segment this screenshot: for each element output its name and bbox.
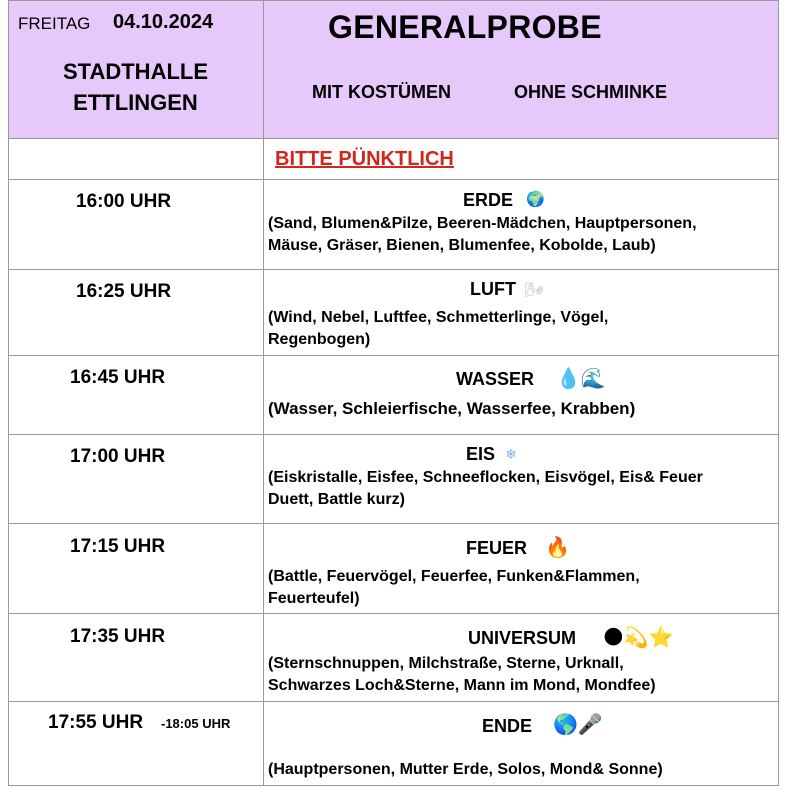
grid-line	[8, 434, 779, 435]
grid-line	[8, 138, 779, 139]
description-line: (Sand, Blumen&Pilze, Beeren-Mädchen, Hauptpersonen,	[268, 215, 697, 232]
description-line: (Wasser, Schleierfische, Wasserfee, Krabben)	[268, 399, 636, 418]
punctuality-notice: BITTE PÜNKTLICH	[275, 148, 454, 170]
section-title: WASSER	[456, 369, 535, 389]
schedule-sheet	[8, 0, 779, 786]
description-line: (Battle, Feuervögel, Feuerfee, Funken&Flammen,	[268, 568, 640, 585]
section-title: ENDE	[482, 716, 533, 736]
description-line: Schwarzes Loch&Sterne, Mann im Mond, Mondfee)	[268, 677, 656, 694]
description-line: Mäuse, Gräser, Bienen, Blumenfee, Kobolde, Laub)	[268, 237, 656, 254]
row-end-time: -18:05 UHR	[161, 716, 231, 731]
page-title: GENERALPROBE	[328, 9, 602, 45]
row-time: 17:15 UHR	[70, 536, 166, 557]
water-wave-icon: 💧🌊	[556, 368, 606, 390]
description-line: Feuerteufel)	[268, 590, 360, 607]
section-description	[268, 213, 773, 257]
row-time: 16:45 UHR	[70, 367, 166, 388]
section-title: ERDE	[463, 190, 514, 210]
description-line: (Hauptpersonen, Mutter Erde, Solos, Mond& Sonne)	[268, 761, 663, 778]
wind-icon: 🌬	[525, 282, 545, 299]
description-line: (Wind, Nebel, Luftfee, Schmetterlinge, Vögel,	[268, 309, 609, 326]
grid-line	[8, 523, 779, 524]
day-label: FREITAG	[18, 14, 91, 33]
description-line: Duett, Battle kurz)	[268, 491, 405, 508]
subtitle-makeup: OHNE SCHMINKE	[514, 82, 668, 102]
grid-line	[778, 0, 779, 786]
earth-icon: 🌍	[526, 191, 545, 208]
fire-icon: 🔥	[545, 537, 570, 559]
section-description	[268, 307, 773, 351]
grid-line	[8, 701, 779, 702]
row-time: 16:00 UHR	[76, 191, 172, 212]
description-line: (Sternschnuppen, Milchstraße, Sterne, Urknall,	[268, 655, 624, 672]
earth-microphone-icon: 🌎🎤	[553, 714, 603, 736]
grid-line	[263, 0, 264, 786]
grid-line	[8, 179, 779, 180]
row-time: 17:55 UHR	[48, 712, 144, 733]
section-description	[268, 398, 773, 420]
row-time: 16:25 UHR	[76, 281, 172, 302]
section-description	[268, 467, 773, 511]
date-label: 04.10.2024	[113, 11, 214, 33]
grid-line	[8, 613, 779, 614]
venue-line-1: STADTHALLE	[62, 59, 209, 84]
row-time: 17:35 UHR	[70, 626, 166, 647]
moon-stars-icon: 🌑💫⭐	[603, 627, 674, 649]
section-title: LUFT	[470, 279, 516, 299]
grid-line	[8, 785, 779, 786]
section-description	[268, 566, 773, 610]
grid-line	[8, 355, 779, 356]
grid-line	[8, 0, 779, 1]
section-title: FEUER	[466, 538, 528, 558]
section-description	[268, 653, 773, 697]
description-line: Regenbogen)	[268, 331, 371, 348]
venue-line-2: ETTLINGEN	[73, 90, 198, 115]
snowflake-icon: ❄	[505, 446, 517, 462]
grid-line	[8, 269, 779, 270]
description-line: (Eiskristalle, Eisfee, Schneeflocken, Eisvögel, Eis& Feuer	[268, 469, 703, 486]
section-title: EIS	[466, 444, 496, 464]
section-title: UNIVERSUM	[468, 628, 577, 648]
section-description	[268, 759, 773, 781]
subtitle-costumes: MIT KOSTÜMEN	[312, 82, 451, 102]
venue	[8, 56, 263, 118]
row-time: 17:00 UHR	[70, 446, 166, 467]
